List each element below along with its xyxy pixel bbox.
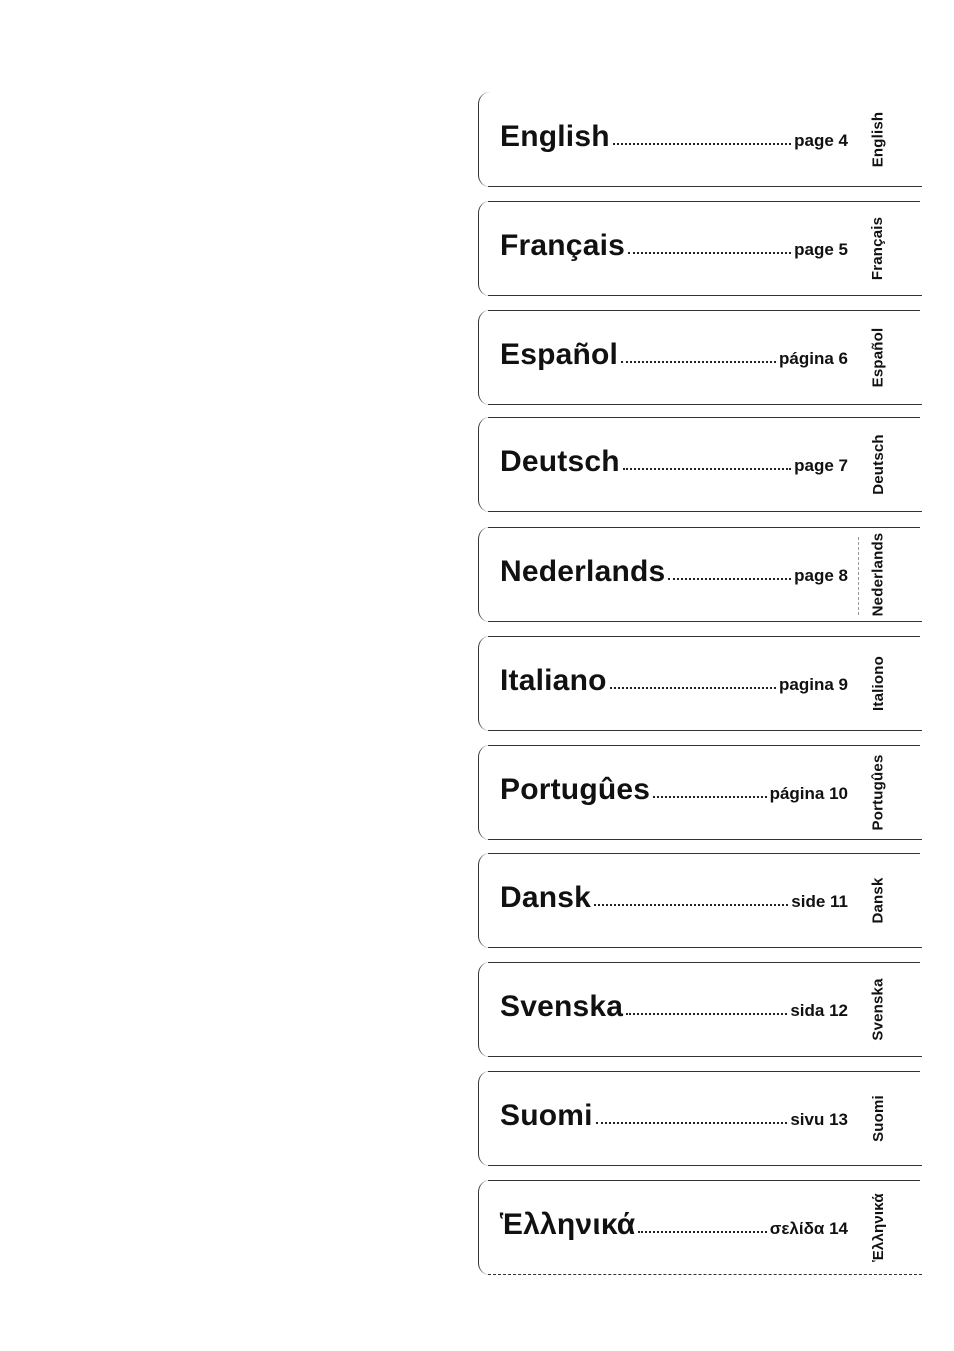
page-reference: página 10	[769, 784, 848, 803]
entry-rule	[488, 310, 920, 311]
side-tab[interactable]	[858, 527, 898, 622]
dot-leader	[626, 1003, 787, 1015]
entry-rule	[488, 201, 920, 202]
side-tab[interactable]	[858, 962, 898, 1057]
entry-rule	[488, 1165, 922, 1166]
dot-leader	[638, 1221, 766, 1233]
side-tab[interactable]	[858, 1071, 898, 1166]
dot-leader	[596, 1112, 788, 1124]
entry-rule	[488, 1274, 922, 1275]
page-reference: pagina 9	[779, 675, 848, 694]
side-tab[interactable]	[858, 417, 898, 512]
language-name: Deutsch	[500, 445, 620, 478]
page-reference: σελίδα 14	[769, 1219, 848, 1238]
entry-line	[500, 445, 848, 485]
page-reference: page 5	[794, 240, 848, 259]
toc-entry-svenska[interactable]	[478, 962, 922, 1057]
side-tab[interactable]	[858, 310, 898, 405]
side-tab-label: Suomi	[869, 1095, 887, 1142]
entry-line	[500, 120, 848, 160]
page-reference: side 11	[791, 892, 848, 911]
toc-entry-dansk[interactable]	[478, 853, 922, 948]
side-tab[interactable]	[858, 853, 898, 948]
entry-line	[500, 881, 848, 921]
page-reference: sida 12	[790, 1001, 848, 1020]
language-name: Italiano	[500, 664, 607, 697]
entry-rule	[488, 186, 922, 187]
page-reference: sivu 13	[790, 1110, 848, 1129]
entry-rule	[488, 404, 922, 405]
side-tab[interactable]	[858, 92, 898, 187]
entry-rule	[488, 527, 920, 528]
dot-leader	[613, 133, 791, 145]
entry-rule	[488, 417, 920, 418]
side-tab-label: English	[869, 111, 887, 168]
language-name: Dansk	[500, 881, 592, 914]
entry-rule	[488, 1180, 920, 1181]
side-tab-label: Español	[869, 327, 887, 388]
dot-leader	[610, 677, 776, 689]
toc-entry-francais[interactable]	[478, 201, 922, 296]
side-tab[interactable]	[858, 1180, 898, 1275]
language-name: Español	[500, 338, 619, 371]
entry-rule	[488, 295, 922, 296]
dot-leader	[623, 458, 791, 470]
toc-entry-deutsch[interactable]	[478, 417, 922, 512]
toc-entry-portugues[interactable]	[478, 745, 922, 840]
language-name: Français	[500, 229, 625, 262]
side-tab-label: Portugûes	[869, 754, 887, 831]
dot-leader	[653, 786, 766, 798]
entry-rule	[488, 839, 922, 840]
entry-line	[500, 990, 848, 1030]
page-reference: page 7	[794, 456, 848, 475]
entry-rule	[488, 621, 922, 622]
language-name: Portugûes	[500, 773, 651, 806]
side-tab-label: Français	[869, 216, 887, 281]
side-tab[interactable]	[858, 745, 898, 840]
entry-line	[500, 1208, 848, 1248]
language-name: Nederlands	[500, 555, 666, 588]
toc-entry-ellinika[interactable]	[478, 1180, 922, 1275]
entry-line	[500, 1099, 848, 1139]
dot-leader	[621, 351, 776, 363]
page-reference: página 6	[779, 349, 848, 368]
side-tab-label: Deutsch	[869, 434, 887, 495]
page-reference: page 8	[794, 566, 848, 585]
entry-rule	[488, 1071, 920, 1072]
entry-line	[500, 555, 848, 595]
toc-entry-suomi[interactable]	[478, 1071, 922, 1166]
entry-rule	[488, 745, 920, 746]
toc-entry-english[interactable]	[478, 92, 922, 187]
entry-line	[500, 229, 848, 269]
side-tab-label: Ἑλληνικά	[869, 1193, 887, 1262]
entry-rule	[488, 1056, 922, 1057]
side-tab[interactable]	[858, 636, 898, 731]
dot-leader	[628, 242, 791, 254]
dot-leader	[594, 894, 788, 906]
side-tab-label: Italiono	[869, 656, 887, 711]
entry-line	[500, 664, 848, 704]
side-tab-label: Svenska	[869, 978, 887, 1041]
side-tab[interactable]	[858, 201, 898, 296]
side-tab-label: Nederlands	[869, 532, 887, 617]
entry-rule	[488, 730, 922, 731]
toc-entry-espanol[interactable]	[478, 310, 922, 405]
toc-entry-italiano[interactable]	[478, 636, 922, 731]
language-name: Ἑλληνικά	[500, 1208, 636, 1241]
toc-entry-nederlands[interactable]	[478, 527, 922, 622]
entry-rule	[488, 511, 922, 512]
side-tab-label: Dansk	[869, 877, 887, 924]
dot-leader	[668, 568, 791, 580]
language-name: Suomi	[500, 1099, 593, 1132]
language-name: English	[500, 120, 610, 153]
entry-rule	[488, 853, 920, 854]
language-name: Svenska	[500, 990, 624, 1023]
entry-rule	[488, 636, 920, 637]
page-reference: page 4	[794, 131, 848, 150]
entry-line	[500, 338, 848, 378]
entry-rule	[488, 962, 920, 963]
entry-rule	[488, 947, 922, 948]
entry-line	[500, 773, 848, 813]
